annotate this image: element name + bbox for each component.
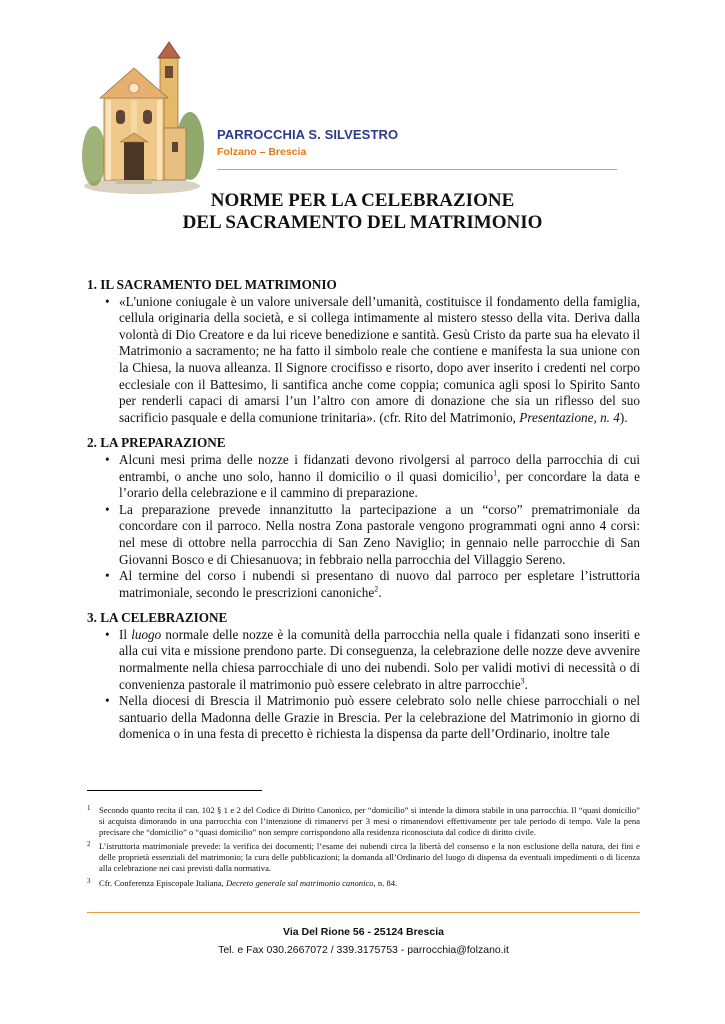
footnote: 1 Secondo quanto recita il can. 102 § 1 e 2 del Codice di Diritto Canonico, per “domicilio” si intende la dimora stabile in una parrocchia. Il “quasi domicilio” si acquista dimorando in una parrocchia con l’intenzione di rimanervi per 3 mesi o rimanendovi effettivamente per tale periodo di tempo. Vale la pena precisare che “domicilio” o “quasi domicilio” non sempre corrispondono alla residenza riconosciuta dal codice di diritto civile. (87, 804, 640, 837)
church-illustration (82, 38, 204, 194)
document-title (90, 190, 635, 234)
section-heading: 3. LA CELEBRAZIONE (87, 610, 228, 626)
section-celebrazione (87, 610, 640, 743)
parish-header (217, 127, 398, 158)
title-line-1: NORME PER LA CELEBRAZIONE (210, 190, 515, 211)
list-item: • «L'unione coniugale è un valore universale dell’umanità, costituisce il fondamento della famiglia, cellula originaria della società, e si collega intimamente al mistero stesso della vita. Deriva dalla volontà di Dio Creatore e da lui riceve benedizione e santità. Gesù Cristo da parte sua ha elevato il Matrimonio a sacramento; ne ha fatto il simbolo reale che contiene e manifesta la sua unione con la Chiesa, la nuova alleanza. Il Signore crocifisso e risorto, dopo aver inserito i credenti nel corpo ecclesiale con il Battesimo, li santifica anche come coppia; comunica agli sposi lo Spirito Santo per renderli capaci di amarsi l’un l’altro con amore di donazione che sia un riflesso del suo sacrificio pasquale e della comunione trinitaria». (cfr. Rito del Matrimonio, Presentazione, n. 4). (87, 294, 640, 427)
title-line-2: DEL SACRAMENTO DEL MATRIMONIO (182, 212, 543, 233)
footer-divider (87, 912, 640, 913)
footnote-ref[interactable]: 1 (493, 468, 498, 478)
footnotes (87, 805, 640, 893)
footer-address: Via Del Rione 56 - 25124 Brescia (283, 926, 444, 938)
footnote: 3 Cfr. Conferenza Episcopale Italiana, Decreto generale sul matrimonio canonico, n. 84. (87, 876, 398, 888)
footer-contacts[interactable]: Tel. e Fax 030.2667072 / 339.3175753 - parrocchia@folzano.it (218, 944, 509, 956)
section-preparazione (87, 435, 640, 601)
footnote-number: 3 (87, 876, 91, 885)
footnote-number: 1 (87, 804, 91, 812)
document-body (87, 277, 640, 752)
footnote-number: 2 (87, 840, 91, 849)
list-item: • Al termine del corso i nubendi si presentano di nuovo dal parroco per espletare l’istruttoria matrimoniale, secondo le prescrizioni canoniche$^2$. (87, 568, 640, 601)
footnote-ref[interactable]: 2 (374, 584, 379, 594)
header-divider (217, 169, 617, 170)
section-heading: 2. LA PREPARAZIONE (87, 435, 226, 451)
list-item: • Il luogo normale delle nozze è la comunità della parrocchia nella quale i fidanzati sono inseriti e alla cui vita e missione prendono parte. Di conseguenza, la celebrazione delle nozze deve avvenire normalmente nella chiesa parrocchiale di uno dei nubendi. Solo per validi motivi di necessità o di convenienza pastorale il matrimonio può essere celebrato in altre parrocchie$^3$. (87, 627, 640, 693)
list-item: • La preparazione prevede innanzitutto la partecipazione a un “corso” prematrimoniale da concordare con il parroco. Nella nostra Zona pastorale vengono programmati ogni anno 4 corsi: nel mese di ottobre nella parrocchia di San Zeno Naviglio; in gennaio nelle parrocchie di San Giovanni Bosco e di Chiesanuova; in febbraio nella parrocchia del Villaggio Sereno. (87, 502, 640, 568)
list-item: • Alcuni mesi prima delle nozze i fidanzati devono rivolgersi al parroco della parrocchia di cui entrambi, o anche uno solo, hanno il domicilio o il quasi domicilio$^1$, per concordare la data e l’orario della celebrazione e il cammino di preparazione. (87, 452, 640, 502)
parish-location: Folzano – Brescia (217, 146, 307, 158)
footnote-divider (87, 790, 262, 791)
section-heading: 1. IL SACRAMENTO DEL MATRIMONIO (87, 277, 337, 292)
footnote-ref[interactable]: 3 (520, 676, 525, 686)
list-item: • Nella diocesi di Brescia il Matrimonio può essere celebrato solo nelle chiese parrocchiali o nel santuario della Madonna delle Grazie in Brescia. Per la celebrazione del Matrimonio in giorno di domenica o in una festa di precetto è richiesta la dispensa da parte dell’Ordinario, inoltre tale (87, 693, 640, 743)
footnote: 2 L’istruttoria matrimoniale prevede: la verifica dei documenti; l’esame dei nubendi circa la libertà del consenso e la non esclusione della natura, dei fini e delle proprietà essenziali del matrimonio; la cura delle pubblicazioni; la domanda all’Ordinario del luogo di dispensa da eventuali impedimenti o di licenza alla celebrazione nei casi previsti dalla normativa. (87, 840, 640, 873)
section-sacramento (87, 277, 640, 426)
parish-name: PARROCCHIA S. SILVESTRO (217, 127, 399, 142)
